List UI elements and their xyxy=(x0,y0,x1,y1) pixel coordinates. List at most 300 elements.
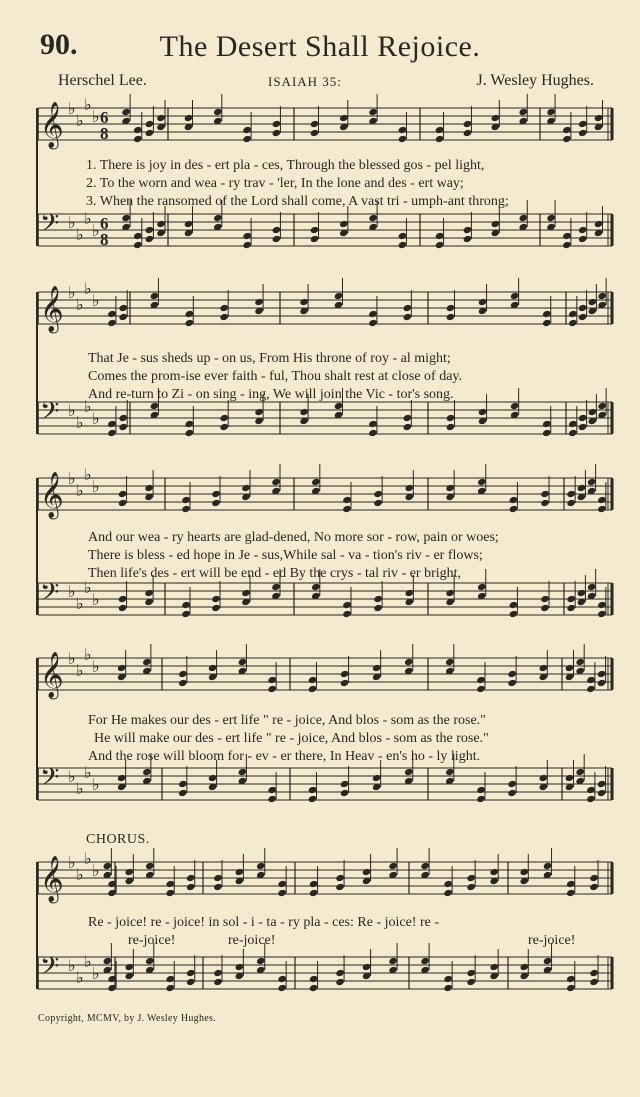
note-head xyxy=(562,135,572,143)
note-head xyxy=(466,978,476,986)
note-head xyxy=(185,420,195,428)
note-head xyxy=(277,975,287,983)
note-head xyxy=(156,114,166,122)
chorus-lyric-lower-3: re-joice! xyxy=(528,933,576,948)
note-head xyxy=(542,420,552,428)
note-head xyxy=(566,889,576,897)
note-head xyxy=(310,235,320,243)
flat-sign: ♭ xyxy=(76,415,84,432)
note-head xyxy=(388,957,398,965)
note-head xyxy=(145,120,155,128)
note-head xyxy=(586,685,596,693)
note-head xyxy=(311,478,321,486)
flat-sign: ♭ xyxy=(76,483,84,500)
note-head xyxy=(586,786,596,794)
note-head xyxy=(398,232,408,240)
note-head xyxy=(542,429,552,437)
flat-sign: ♭ xyxy=(76,970,84,987)
note-head xyxy=(121,108,131,116)
note-head xyxy=(145,957,155,965)
note-head xyxy=(568,429,578,437)
time-signature-top: 6 xyxy=(100,108,109,127)
note-head xyxy=(578,129,588,137)
note-head xyxy=(117,664,127,672)
note-head xyxy=(256,957,266,965)
flat-sign: ♭ xyxy=(76,297,84,314)
note-head xyxy=(562,232,572,240)
note-head xyxy=(267,685,277,693)
note-head xyxy=(476,685,486,693)
note-head xyxy=(310,129,320,137)
note-head xyxy=(546,108,556,116)
note-head xyxy=(491,114,501,122)
note-head xyxy=(145,235,155,243)
flat-sign: ♭ xyxy=(92,223,100,240)
note-head xyxy=(272,226,282,234)
note-head xyxy=(372,664,382,672)
note-head xyxy=(144,484,154,492)
note-head xyxy=(518,214,528,222)
lyric-s4-v2: He will make our des - ert life " re - joice, And blos - som as the rose." xyxy=(94,731,489,746)
note-head xyxy=(267,786,277,794)
note-head xyxy=(186,883,196,891)
note-head xyxy=(578,423,588,431)
note-head xyxy=(566,984,576,992)
note-head xyxy=(368,108,378,116)
note-head xyxy=(466,874,476,882)
note-head xyxy=(597,505,607,513)
lyric-s3-v3: Then life's des - ert will be end - ed By the crys - tal riv - er bright, xyxy=(88,566,462,581)
note-head xyxy=(578,313,588,321)
flat-sign: ♭ xyxy=(92,293,100,310)
note-head xyxy=(309,975,319,983)
chorus-lyric-lower-1: re-joice! xyxy=(128,933,176,948)
note-head xyxy=(519,963,529,971)
note-head xyxy=(142,658,152,666)
note-head xyxy=(597,292,607,300)
note-head xyxy=(403,423,413,431)
note-head xyxy=(405,589,415,597)
note-head xyxy=(368,214,378,222)
note-head xyxy=(463,129,473,137)
lyric-s3-v2: There is bless - ed hope in Je - sus,While sal - va - tion's riv - er flows; xyxy=(88,548,483,563)
note-head xyxy=(566,499,576,507)
note-head xyxy=(213,883,223,891)
note-head xyxy=(208,664,218,672)
flat-sign: ♭ xyxy=(84,467,92,484)
note-head xyxy=(388,862,398,870)
note-head xyxy=(309,889,319,897)
note-head xyxy=(211,499,221,507)
note-head xyxy=(597,601,607,609)
note-head xyxy=(578,226,588,234)
note-head xyxy=(118,604,128,612)
note-head xyxy=(362,868,372,876)
flat-sign: ♭ xyxy=(84,851,92,868)
note-head xyxy=(368,319,378,327)
note-head xyxy=(334,292,344,300)
note-head xyxy=(594,220,604,228)
note-head xyxy=(368,420,378,428)
note-head xyxy=(509,601,519,609)
note-head xyxy=(340,679,350,687)
note-head xyxy=(463,120,473,128)
note-head xyxy=(446,304,456,312)
note-head xyxy=(311,583,321,591)
note-head xyxy=(186,978,196,986)
flat-sign: ♭ xyxy=(92,411,100,428)
lyric-s1-v2: 2. To the worn and wea - ry trav - 'ler, In the lone and des - ert way; xyxy=(86,176,464,191)
note-head xyxy=(566,490,576,498)
note-head xyxy=(540,595,550,603)
treble-clef: 𝄞 xyxy=(40,856,64,902)
note-head xyxy=(578,120,588,128)
note-head xyxy=(208,774,218,782)
note-head xyxy=(403,304,413,312)
note-head xyxy=(542,310,552,318)
note-head xyxy=(589,969,599,977)
note-head xyxy=(185,319,195,327)
note-head xyxy=(213,874,223,882)
note-head xyxy=(578,414,588,422)
note-head xyxy=(165,889,175,897)
note-head xyxy=(339,114,349,122)
note-head xyxy=(118,490,128,498)
lyric-s3-v1: And our wea - ry hearts are glad-dened, No more sor - row, pain or woes; xyxy=(88,530,499,545)
note-head xyxy=(445,658,455,666)
note-head xyxy=(142,768,152,776)
note-head xyxy=(211,490,221,498)
note-head xyxy=(463,226,473,234)
note-head xyxy=(546,214,556,222)
flat-sign: ♭ xyxy=(84,97,92,114)
note-head xyxy=(181,496,191,504)
hymn-title: The Desert Shall Rejoice. xyxy=(159,30,481,63)
note-head xyxy=(540,499,550,507)
note-head xyxy=(435,232,445,240)
note-head xyxy=(181,505,191,513)
note-head xyxy=(398,241,408,249)
note-head xyxy=(103,957,113,965)
note-head xyxy=(241,589,251,597)
note-head xyxy=(398,135,408,143)
note-head xyxy=(219,313,229,321)
lyric-s2-v1: That Je - sus sheds up - on us, From His throne of roy - al might; xyxy=(88,351,451,366)
note-head xyxy=(342,496,352,504)
flat-sign: ♭ xyxy=(68,403,76,420)
flat-sign: ♭ xyxy=(76,781,84,798)
note-head xyxy=(510,292,520,300)
note-head xyxy=(213,969,223,977)
note-head xyxy=(118,414,128,422)
note-head xyxy=(107,319,117,327)
flat-sign: ♭ xyxy=(84,399,92,416)
note-head xyxy=(308,685,318,693)
note-head xyxy=(373,499,383,507)
note-head xyxy=(589,874,599,882)
note-head xyxy=(117,774,127,782)
note-head xyxy=(334,402,344,410)
note-head xyxy=(445,484,455,492)
note-head xyxy=(540,604,550,612)
flat-sign: ♭ xyxy=(84,954,92,971)
note-head xyxy=(405,484,415,492)
lyric-s4-v3: And the rose will bloom for - ev - er there, In Heav - en's ho - ly light. xyxy=(88,749,481,764)
flat-sign: ♭ xyxy=(68,958,76,975)
note-head xyxy=(578,235,588,243)
note-head xyxy=(271,583,281,591)
note-head xyxy=(568,420,578,428)
note-head xyxy=(597,679,607,687)
note-head xyxy=(540,490,550,498)
lyric-s1-v3: 3. When the ransomed of the Lord shall come, A vast tri - umph-ant throng; xyxy=(86,194,509,209)
note-head xyxy=(186,969,196,977)
note-head xyxy=(309,984,319,992)
note-head xyxy=(178,789,188,797)
note-head xyxy=(368,429,378,437)
note-head xyxy=(242,232,252,240)
note-head xyxy=(277,880,287,888)
flat-sign: ♭ xyxy=(92,777,100,794)
note-head xyxy=(542,319,552,327)
note-head xyxy=(211,595,221,603)
note-head xyxy=(107,429,117,437)
note-head xyxy=(118,499,128,507)
note-head xyxy=(510,402,520,410)
note-head xyxy=(335,969,345,977)
flat-sign: ♭ xyxy=(68,584,76,601)
flat-sign: ♭ xyxy=(84,765,92,782)
bass-clef: 𝄢 xyxy=(40,578,60,613)
note-head xyxy=(340,789,350,797)
note-head xyxy=(588,408,598,416)
note-head xyxy=(509,505,519,513)
note-head xyxy=(178,780,188,788)
flat-sign: ♭ xyxy=(76,867,84,884)
flat-sign: ♭ xyxy=(68,769,76,786)
note-head xyxy=(597,789,607,797)
note-head xyxy=(272,235,282,243)
note-head xyxy=(186,874,196,882)
note-head xyxy=(213,214,223,222)
note-head xyxy=(404,658,414,666)
note-head xyxy=(309,880,319,888)
note-head xyxy=(466,969,476,977)
note-head xyxy=(507,670,517,678)
note-head xyxy=(185,429,195,437)
note-head xyxy=(476,676,486,684)
note-head xyxy=(118,304,128,312)
flat-sign: ♭ xyxy=(92,109,100,126)
note-head xyxy=(562,241,572,249)
note-head xyxy=(103,862,113,870)
note-head xyxy=(435,135,445,143)
copyright-notice: Copyright, MCMV, by J. Wesley Hughes. xyxy=(38,1013,216,1024)
note-head xyxy=(335,883,345,891)
note-head xyxy=(565,664,575,672)
note-head xyxy=(578,304,588,312)
note-head xyxy=(254,298,264,306)
chorus-lyric-lower-2: re-joice! xyxy=(228,933,276,948)
note-head xyxy=(310,120,320,128)
treble-clef: 𝄞 xyxy=(40,472,64,518)
note-head xyxy=(107,420,117,428)
note-head xyxy=(446,313,456,321)
note-head xyxy=(242,135,252,143)
note-head xyxy=(518,108,528,116)
note-head xyxy=(489,868,499,876)
note-head xyxy=(446,423,456,431)
note-head xyxy=(476,795,486,803)
note-head xyxy=(566,604,576,612)
note-head xyxy=(165,984,175,992)
note-head xyxy=(272,120,282,128)
flat-sign: ♭ xyxy=(76,227,84,244)
note-head xyxy=(118,313,128,321)
flat-sign: ♭ xyxy=(84,281,92,298)
note-head xyxy=(372,774,382,782)
note-head xyxy=(575,658,585,666)
note-head xyxy=(489,963,499,971)
note-head xyxy=(219,423,229,431)
flat-sign: ♭ xyxy=(92,479,100,496)
treble-clef: 𝄞 xyxy=(40,652,64,698)
note-head xyxy=(589,883,599,891)
note-head xyxy=(443,984,453,992)
note-head xyxy=(340,670,350,678)
note-head xyxy=(219,414,229,422)
note-head xyxy=(181,610,191,618)
note-head xyxy=(586,676,596,684)
note-head xyxy=(509,610,519,618)
note-head xyxy=(144,589,154,597)
note-head xyxy=(165,880,175,888)
note-head xyxy=(339,220,349,228)
note-head xyxy=(256,862,266,870)
note-head xyxy=(133,135,143,143)
note-head xyxy=(586,795,596,803)
note-head xyxy=(238,658,248,666)
flat-sign: ♭ xyxy=(68,285,76,302)
note-head xyxy=(125,963,135,971)
flat-sign: ♭ xyxy=(92,659,100,676)
note-head xyxy=(543,957,553,965)
note-head xyxy=(435,241,445,249)
note-head xyxy=(476,786,486,794)
note-head xyxy=(403,313,413,321)
note-head xyxy=(539,664,549,672)
note-head xyxy=(211,604,221,612)
note-head xyxy=(420,957,430,965)
note-head xyxy=(478,408,488,416)
flat-sign: ♭ xyxy=(76,113,84,130)
note-head xyxy=(568,319,578,327)
note-head xyxy=(445,589,455,597)
note-head xyxy=(597,780,607,788)
note-head xyxy=(118,595,128,603)
note-head xyxy=(145,862,155,870)
note-head xyxy=(213,978,223,986)
note-head xyxy=(566,595,576,603)
note-head xyxy=(184,220,194,228)
flat-sign: ♭ xyxy=(84,211,92,228)
note-head xyxy=(254,408,264,416)
note-head xyxy=(589,978,599,986)
note-head xyxy=(507,789,517,797)
lyric-s4-v1: For He makes our des - ert life " re - joice, And blos - som as the rose." xyxy=(88,713,486,728)
note-head xyxy=(277,889,287,897)
note-head xyxy=(342,505,352,513)
flat-sign: ♭ xyxy=(92,863,100,880)
bass-clef: 𝄢 xyxy=(40,209,60,244)
note-head xyxy=(539,774,549,782)
flat-sign: ♭ xyxy=(68,855,76,872)
note-head xyxy=(267,676,277,684)
note-head xyxy=(342,601,352,609)
note-head xyxy=(335,978,345,986)
author-credit: Herschel Lee. xyxy=(58,72,147,89)
treble-clef: 𝄞 xyxy=(40,286,64,332)
note-head xyxy=(398,126,408,134)
note-head xyxy=(150,292,160,300)
flat-sign: ♭ xyxy=(68,215,76,232)
note-head xyxy=(443,889,453,897)
flat-sign: ♭ xyxy=(68,471,76,488)
time-signature-top: 6 xyxy=(100,214,109,233)
note-head xyxy=(107,310,117,318)
note-head xyxy=(213,108,223,116)
note-head xyxy=(133,241,143,249)
note-head xyxy=(238,768,248,776)
note-head xyxy=(133,232,143,240)
note-head xyxy=(299,298,309,306)
note-head xyxy=(277,984,287,992)
note-head xyxy=(597,402,607,410)
note-head xyxy=(308,786,318,794)
note-head xyxy=(597,496,607,504)
lyric-s1-v1: 1. There is joy in des - ert pla - ces, Through the blessed gos - pel light, xyxy=(86,158,485,173)
lyric-s2-v2: Comes the prom-ise ever faith - ful, Thou shalt rest at close of day. xyxy=(88,369,463,384)
note-head xyxy=(235,963,245,971)
note-head xyxy=(271,478,281,486)
flat-sign: ♭ xyxy=(68,101,76,118)
note-head xyxy=(373,490,383,498)
note-head xyxy=(566,880,576,888)
note-head xyxy=(443,975,453,983)
note-head xyxy=(597,670,607,678)
note-head xyxy=(342,610,352,618)
note-head xyxy=(165,975,175,983)
note-head xyxy=(185,310,195,318)
note-head xyxy=(577,589,587,597)
note-head xyxy=(373,604,383,612)
note-head xyxy=(145,226,155,234)
note-head xyxy=(404,768,414,776)
note-head xyxy=(184,114,194,122)
note-head xyxy=(543,862,553,870)
note-head xyxy=(420,862,430,870)
note-head xyxy=(335,874,345,882)
note-head xyxy=(178,670,188,678)
flat-sign: ♭ xyxy=(92,592,100,609)
note-head xyxy=(446,414,456,422)
note-head xyxy=(242,241,252,249)
note-head xyxy=(125,868,135,876)
note-head xyxy=(118,423,128,431)
note-head xyxy=(507,780,517,788)
note-head xyxy=(588,298,598,306)
note-head xyxy=(340,780,350,788)
